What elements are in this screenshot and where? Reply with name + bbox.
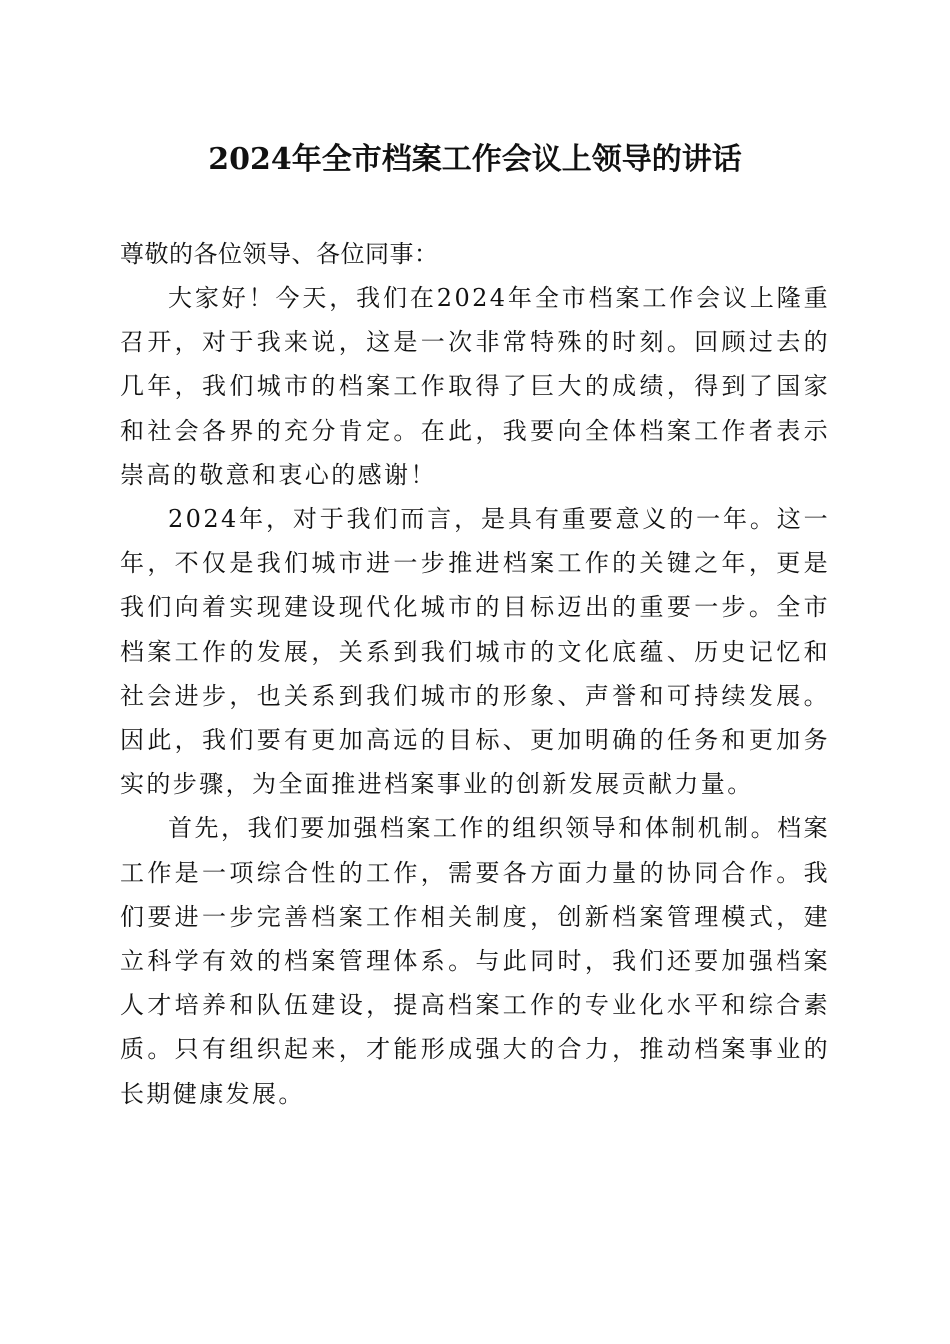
paragraph-2: 2024年，对于我们而言，是具有重要意义的一年。这一年，不仅是我们城市进一步推进档案工作的关键之年，更是我们向着实现建设现代化城市的目标迈出的重要一步。全市档案工作的发展，关系到我们城市的文化底蕴、历史记忆和社会进步，也关系到我们城市的形象、声誉和可持续发展。因此，我们要有更加高远的目标、更加明确的任务和更加务实的步骤，为全面推进档案事业的创新发展贡献力量。 [120, 505, 830, 799]
paragraph-3: 首先，我们要加强档案工作的组织领导和体制机制。档案工作是一项综合性的工作，需要各方面力量的协同合作。我们要进一步完善档案工作相关制度，创新档案管理模式，建立科学有效的档案管理体系。与此同时，我们还要加强档案人才培养和队伍建设，提高档案工作的专业化水平和综合素质。只有组织起来，才能形成强大的合力，推动档案事业的长期健康发展。 [120, 814, 830, 1108]
document-title: 2024年全市档案工作会议上领导的讲话 [208, 142, 742, 177]
document-body [120, 232, 830, 1116]
paragraph-1: 大家好！今天，我们在2024年全市档案工作会议上隆重召开，对于我来说，这是一次非常特殊的时刻。回顾过去的几年，我们城市的档案工作取得了巨大的成绩，得到了国家和社会各界的充分肯定。在此，我要向全体档案工作者表示崇高的敬意和衷心的感谢！ [120, 284, 830, 489]
salutation: 尊敬的各位领导、各位同事： [120, 240, 439, 268]
